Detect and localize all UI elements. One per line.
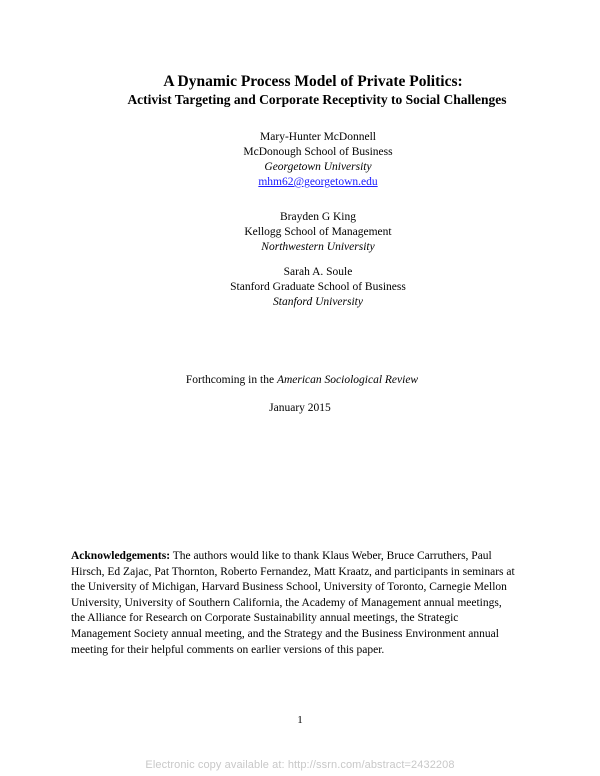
acknowledgements-line: The authors would like to thank Klaus Weber, Bruce Carruthers, Paul <box>170 550 492 562</box>
acknowledgements-line: meeting for their helpful comments on earlier versions of this paper. <box>71 643 385 656</box>
author-block-3 <box>0 265 600 310</box>
paper-title: A Dynamic Process Model of Private Politics: <box>163 73 463 90</box>
acknowledgements <box>71 549 531 658</box>
paper-subtitle: Activist Targeting and Corporate Receptivity to Social Challenges <box>127 92 507 107</box>
journal-name: American Sociological Review <box>276 374 419 386</box>
author-school: Stanford Graduate School of Business <box>230 281 406 293</box>
acknowledgements-line: the University of Michigan, Harvard Business School, University of Toronto, Carnegie Mellon <box>71 581 507 594</box>
acknowledgements-line: the Alliance for Research on Corporate Sustainability annual meetings, the Strategic <box>71 612 459 625</box>
title-block <box>0 73 600 109</box>
author-school: Kellogg School of Management <box>244 226 392 238</box>
publication-prefix: Forthcoming in the <box>185 374 277 386</box>
ssrn-footer-watermark: Electronic copy available at: http://ssrn.com/abstract=2432208 <box>145 759 455 771</box>
author-name: Mary-Hunter McDonnell <box>260 131 376 143</box>
author-block-1 <box>0 130 600 190</box>
author-name: Sarah A. Soule <box>283 266 353 278</box>
page-number: 1 <box>297 714 303 726</box>
author-email-link[interactable]: mhm62@georgetown.edu <box>258 176 378 188</box>
author-school: McDonough School of Business <box>243 146 393 158</box>
author-university: Stanford University <box>273 296 363 308</box>
acknowledgements-line: Hirsch, Ed Zajac, Pat Thornton, Roberto Fernandez, Matt Kraatz, and participants in seminars at <box>71 565 515 578</box>
author-university: Georgetown University <box>264 161 372 173</box>
acknowledgements-line: University, University of Southern California, the Academy of Management annual meetings, <box>71 596 502 609</box>
author-block-2 <box>0 210 600 255</box>
publication-date: January 2015 <box>269 402 331 414</box>
author-university: Northwestern University <box>261 241 375 253</box>
acknowledgements-line: Management Society annual meeting, and the Strategy and the Business Environment annual <box>71 627 499 640</box>
author-name: Brayden G King <box>279 211 356 223</box>
publication-note <box>0 373 600 388</box>
acknowledgements-label: Acknowledgements: <box>71 550 171 562</box>
